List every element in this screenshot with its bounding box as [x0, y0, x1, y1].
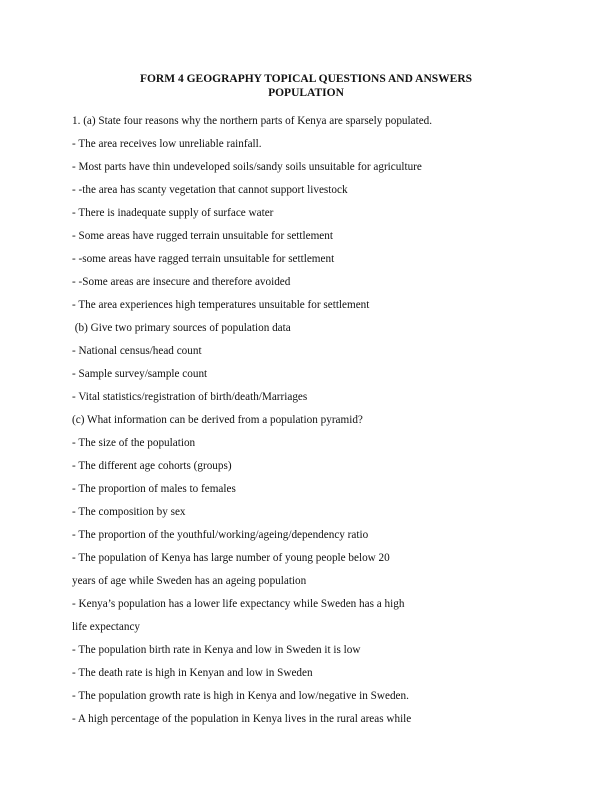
answer-line: - The population growth rate is high in Kenya and low/negative in Sweden. — [72, 690, 409, 702]
answer-line: - Kenya’s population has a lower life expectancy while Sweden has a high — [72, 598, 405, 610]
answer-line: - Vital statistics/registration of birth/death/Marriages — [72, 391, 308, 403]
question-1a: 1. (a) State four reasons why the northern parts of Kenya are sparsely populated. — [72, 115, 433, 127]
answer-line: - The size of the population — [72, 437, 196, 449]
answer-line: - The death rate is high in Kenyan and low in Sweden — [72, 667, 313, 679]
answer-line: - -some areas have ragged terrain unsuitable for settlement — [72, 253, 335, 265]
answer-line: - The proportion of males to females — [72, 483, 236, 495]
answer-line-continued: life expectancy — [72, 621, 141, 633]
answer-line: - The population of Kenya has large number of young people below 20 — [72, 552, 390, 564]
answer-line: - There is inadequate supply of surface water — [72, 207, 274, 219]
answer-line: - The composition by sex — [72, 506, 186, 518]
answer-line: - The population birth rate in Kenya and low in Sweden it is low — [72, 644, 361, 656]
answer-line: - National census/head count — [72, 345, 202, 357]
answer-line: - Some areas have rugged terrain unsuitable for settlement — [72, 230, 333, 242]
answer-line: - A high percentage of the population in Kenya lives in the rural areas while — [72, 713, 412, 725]
document-subtitle: POPULATION — [268, 87, 344, 99]
answer-line: - Sample survey/sample count — [72, 368, 208, 380]
answer-line-continued: years of age while Sweden has an ageing population — [72, 575, 307, 587]
answer-line: - The proportion of the youthful/working/ageing/dependency ratio — [72, 529, 369, 541]
answer-line: - -the area has scanty vegetation that cannot support livestock — [72, 184, 348, 196]
answer-line: - -Some areas are insecure and therefore avoided — [72, 276, 291, 288]
answer-line: - The area receives low unreliable rainfall. — [72, 138, 262, 150]
answer-line: - Most parts have thin undeveloped soils/sandy soils unsuitable for agriculture — [72, 161, 422, 173]
question-1c: (c) What information can be derived from a population pyramid? — [72, 414, 363, 426]
document-body — [72, 110, 552, 731]
question-1b: (b) Give two primary sources of population data — [72, 322, 291, 334]
answer-line: - The different age cohorts (groups) — [72, 460, 232, 472]
answer-line: - The area experiences high temperatures unsuitable for settlement — [72, 299, 370, 311]
document-title: FORM 4 GEOGRAPHY TOPICAL QUESTIONS AND ANSWERS — [139, 73, 473, 85]
